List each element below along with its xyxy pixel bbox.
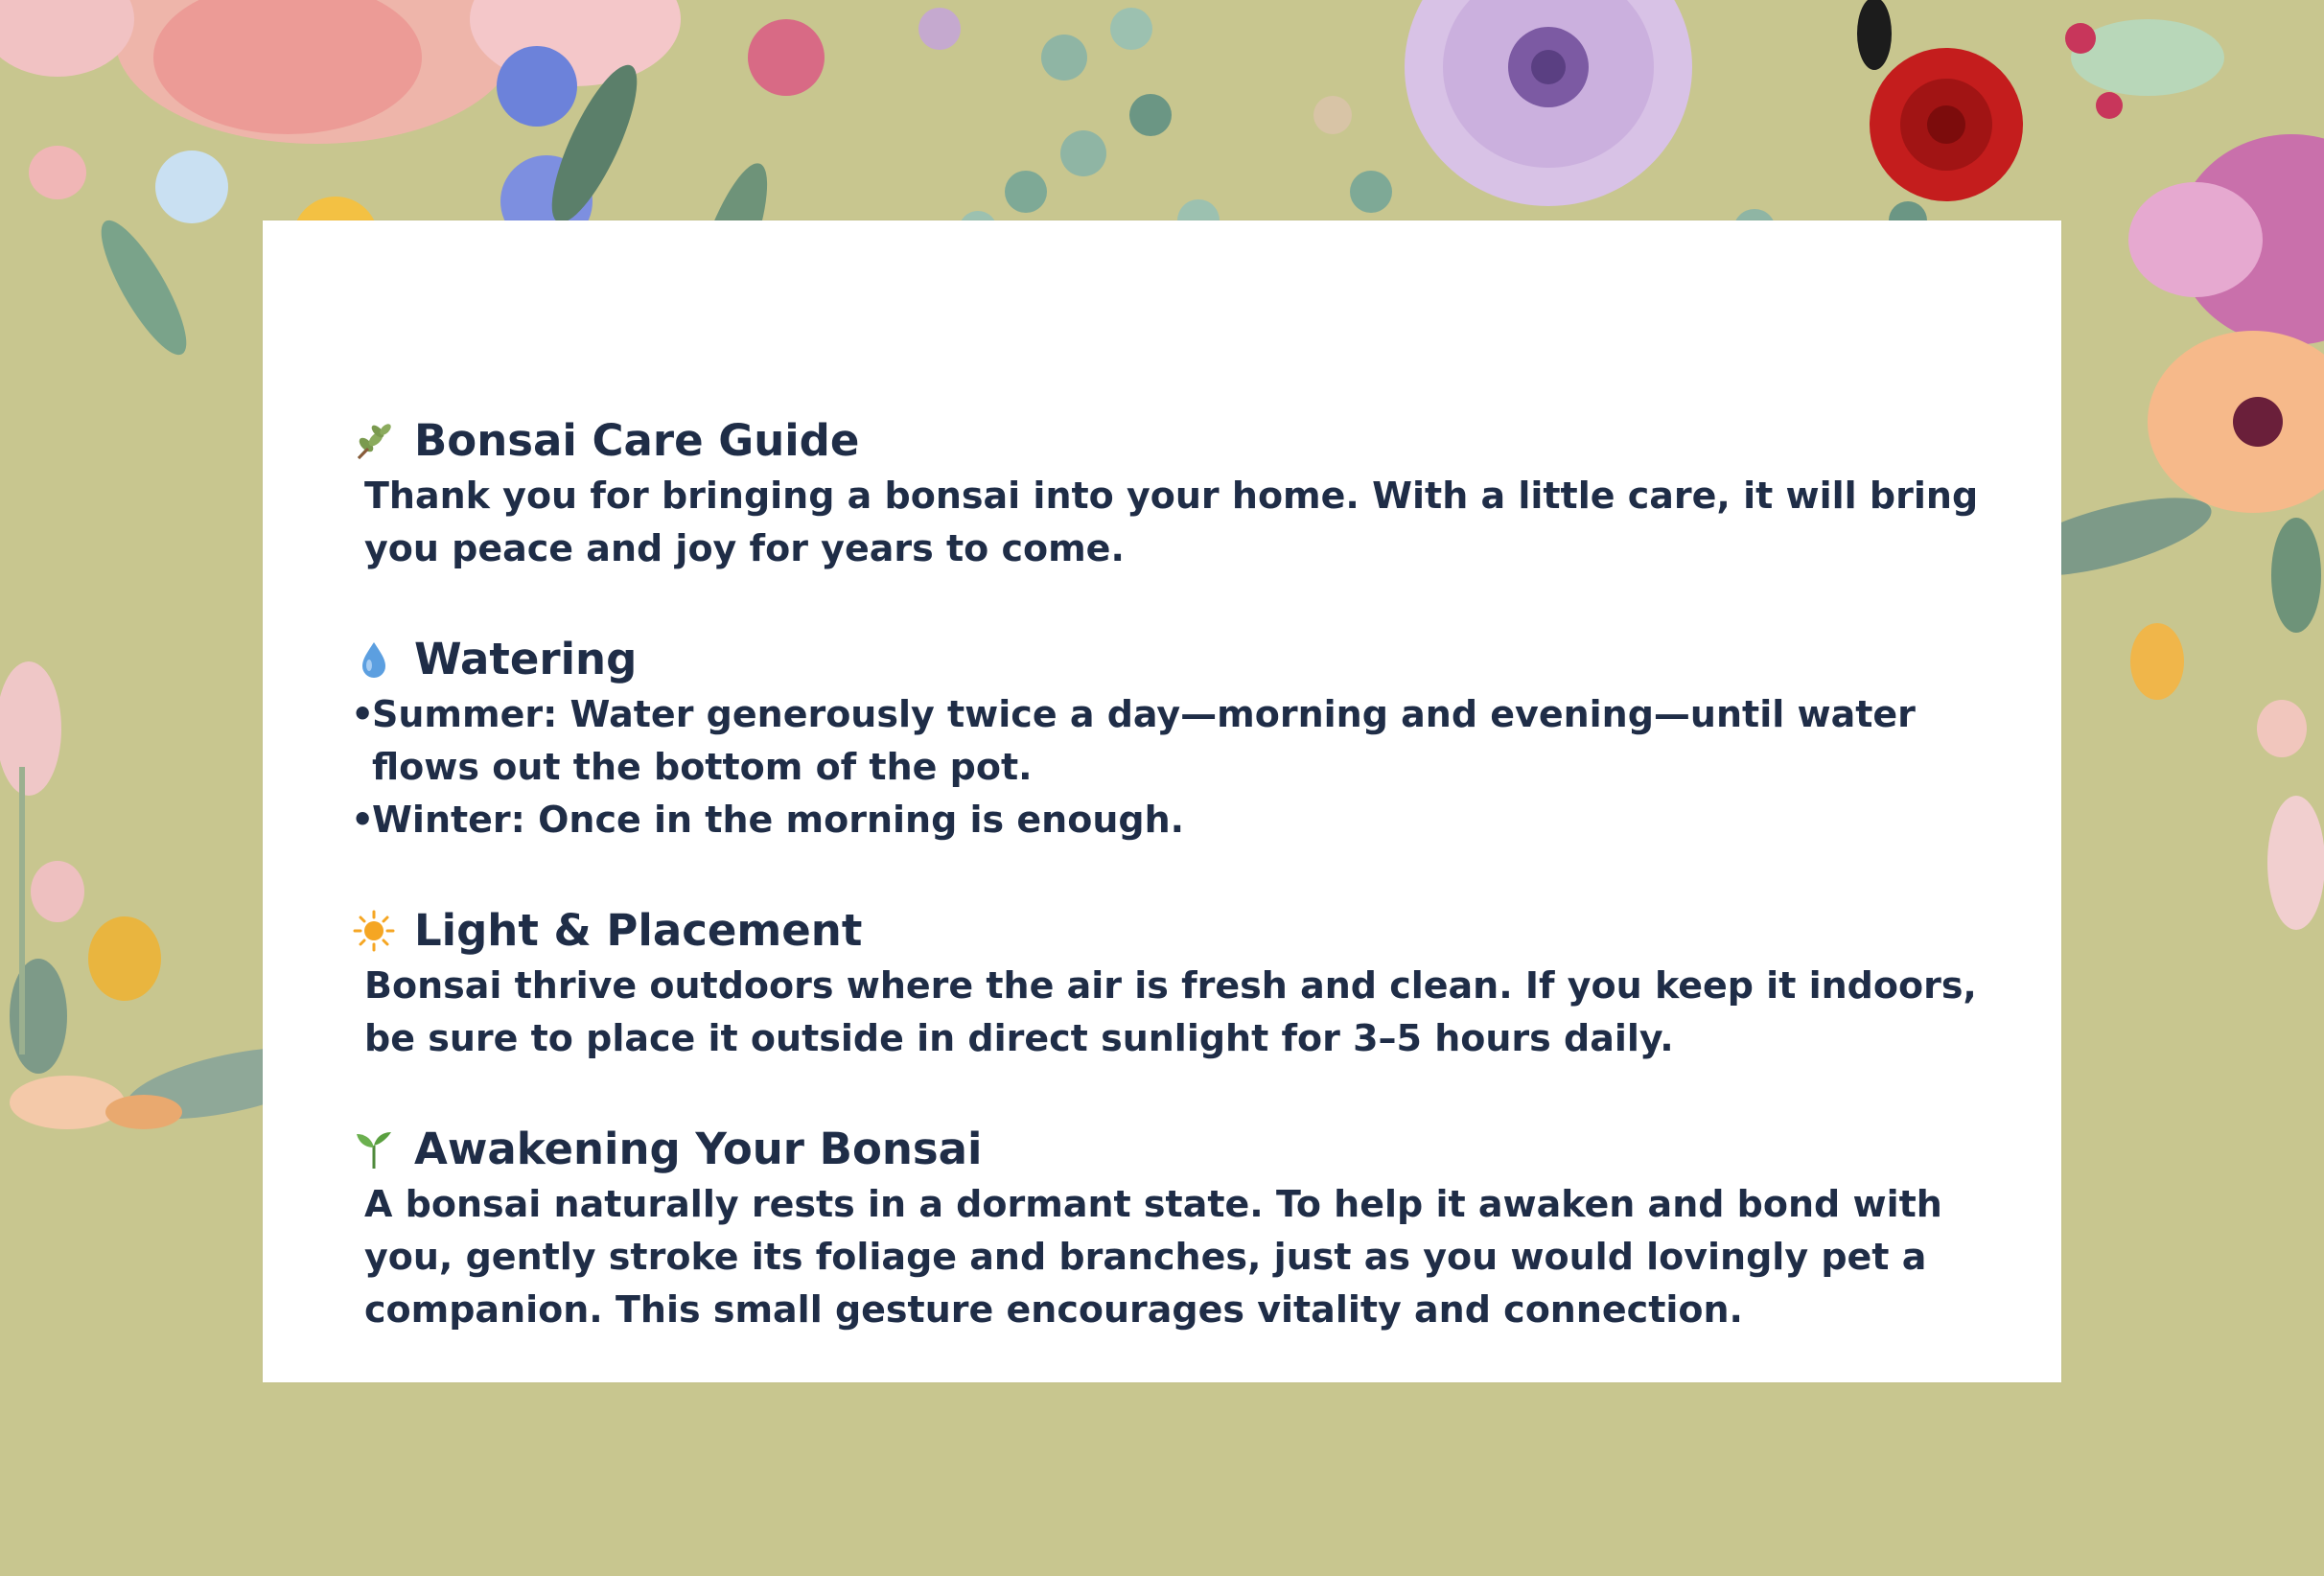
- guide-title-text: Bonsai Care Guide: [414, 415, 860, 466]
- watering-heading-text: Watering: [414, 634, 638, 684]
- bullet-dot: •: [351, 799, 375, 841]
- light-section: [353, 902, 2021, 1065]
- seedling-icon: [353, 1128, 395, 1170]
- watering-summer-text: Summer: Water generously twice a day—morning and evening—until water flows out the bottom of the pot.: [372, 693, 1916, 788]
- light-heading: [353, 902, 2021, 960]
- intro-section: [353, 412, 2021, 575]
- watering-heading: [353, 631, 2021, 688]
- watering-section: [353, 631, 2021, 846]
- daisy-top: [1405, 0, 1692, 206]
- intro-text: Thank you for bringing a bonsai into your home. With a little care, it will bring you peace and joy for years to come.: [364, 475, 1979, 569]
- care-guide-content: [353, 412, 2021, 1392]
- water-drop-icon: [353, 638, 395, 681]
- awakening-section: [353, 1121, 2021, 1336]
- awakening-heading: [353, 1121, 2021, 1178]
- bullet-dot: •: [351, 693, 375, 735]
- light-heading-text: Light & Placement: [414, 905, 863, 956]
- awakening-text: A bonsai naturally rests in a dormant state. To help it awaken and bond with you, gently stroke its foliage and branches, just as you would lovingly pet a companion. This small gesture encourages vitality and connection.: [364, 1183, 1942, 1331]
- light-text: Bonsai thrive outdoors where the air is fresh and clean. If you keep it indoors, be sure to place it outside in direct sunlight for 3–5 hours daily.: [364, 964, 1977, 1059]
- watering-bullet-summer: [353, 688, 2021, 794]
- watering-winter-text: Winter: Once in the morning is enough.: [372, 799, 1185, 841]
- sun-icon: [353, 910, 395, 952]
- herb-icon: [353, 420, 395, 462]
- watering-bullet-winter: [353, 794, 2021, 846]
- guide-title: [353, 412, 2021, 470]
- awakening-heading-text: Awakening Your Bonsai: [414, 1124, 983, 1174]
- care-guide-card: [263, 220, 2061, 1382]
